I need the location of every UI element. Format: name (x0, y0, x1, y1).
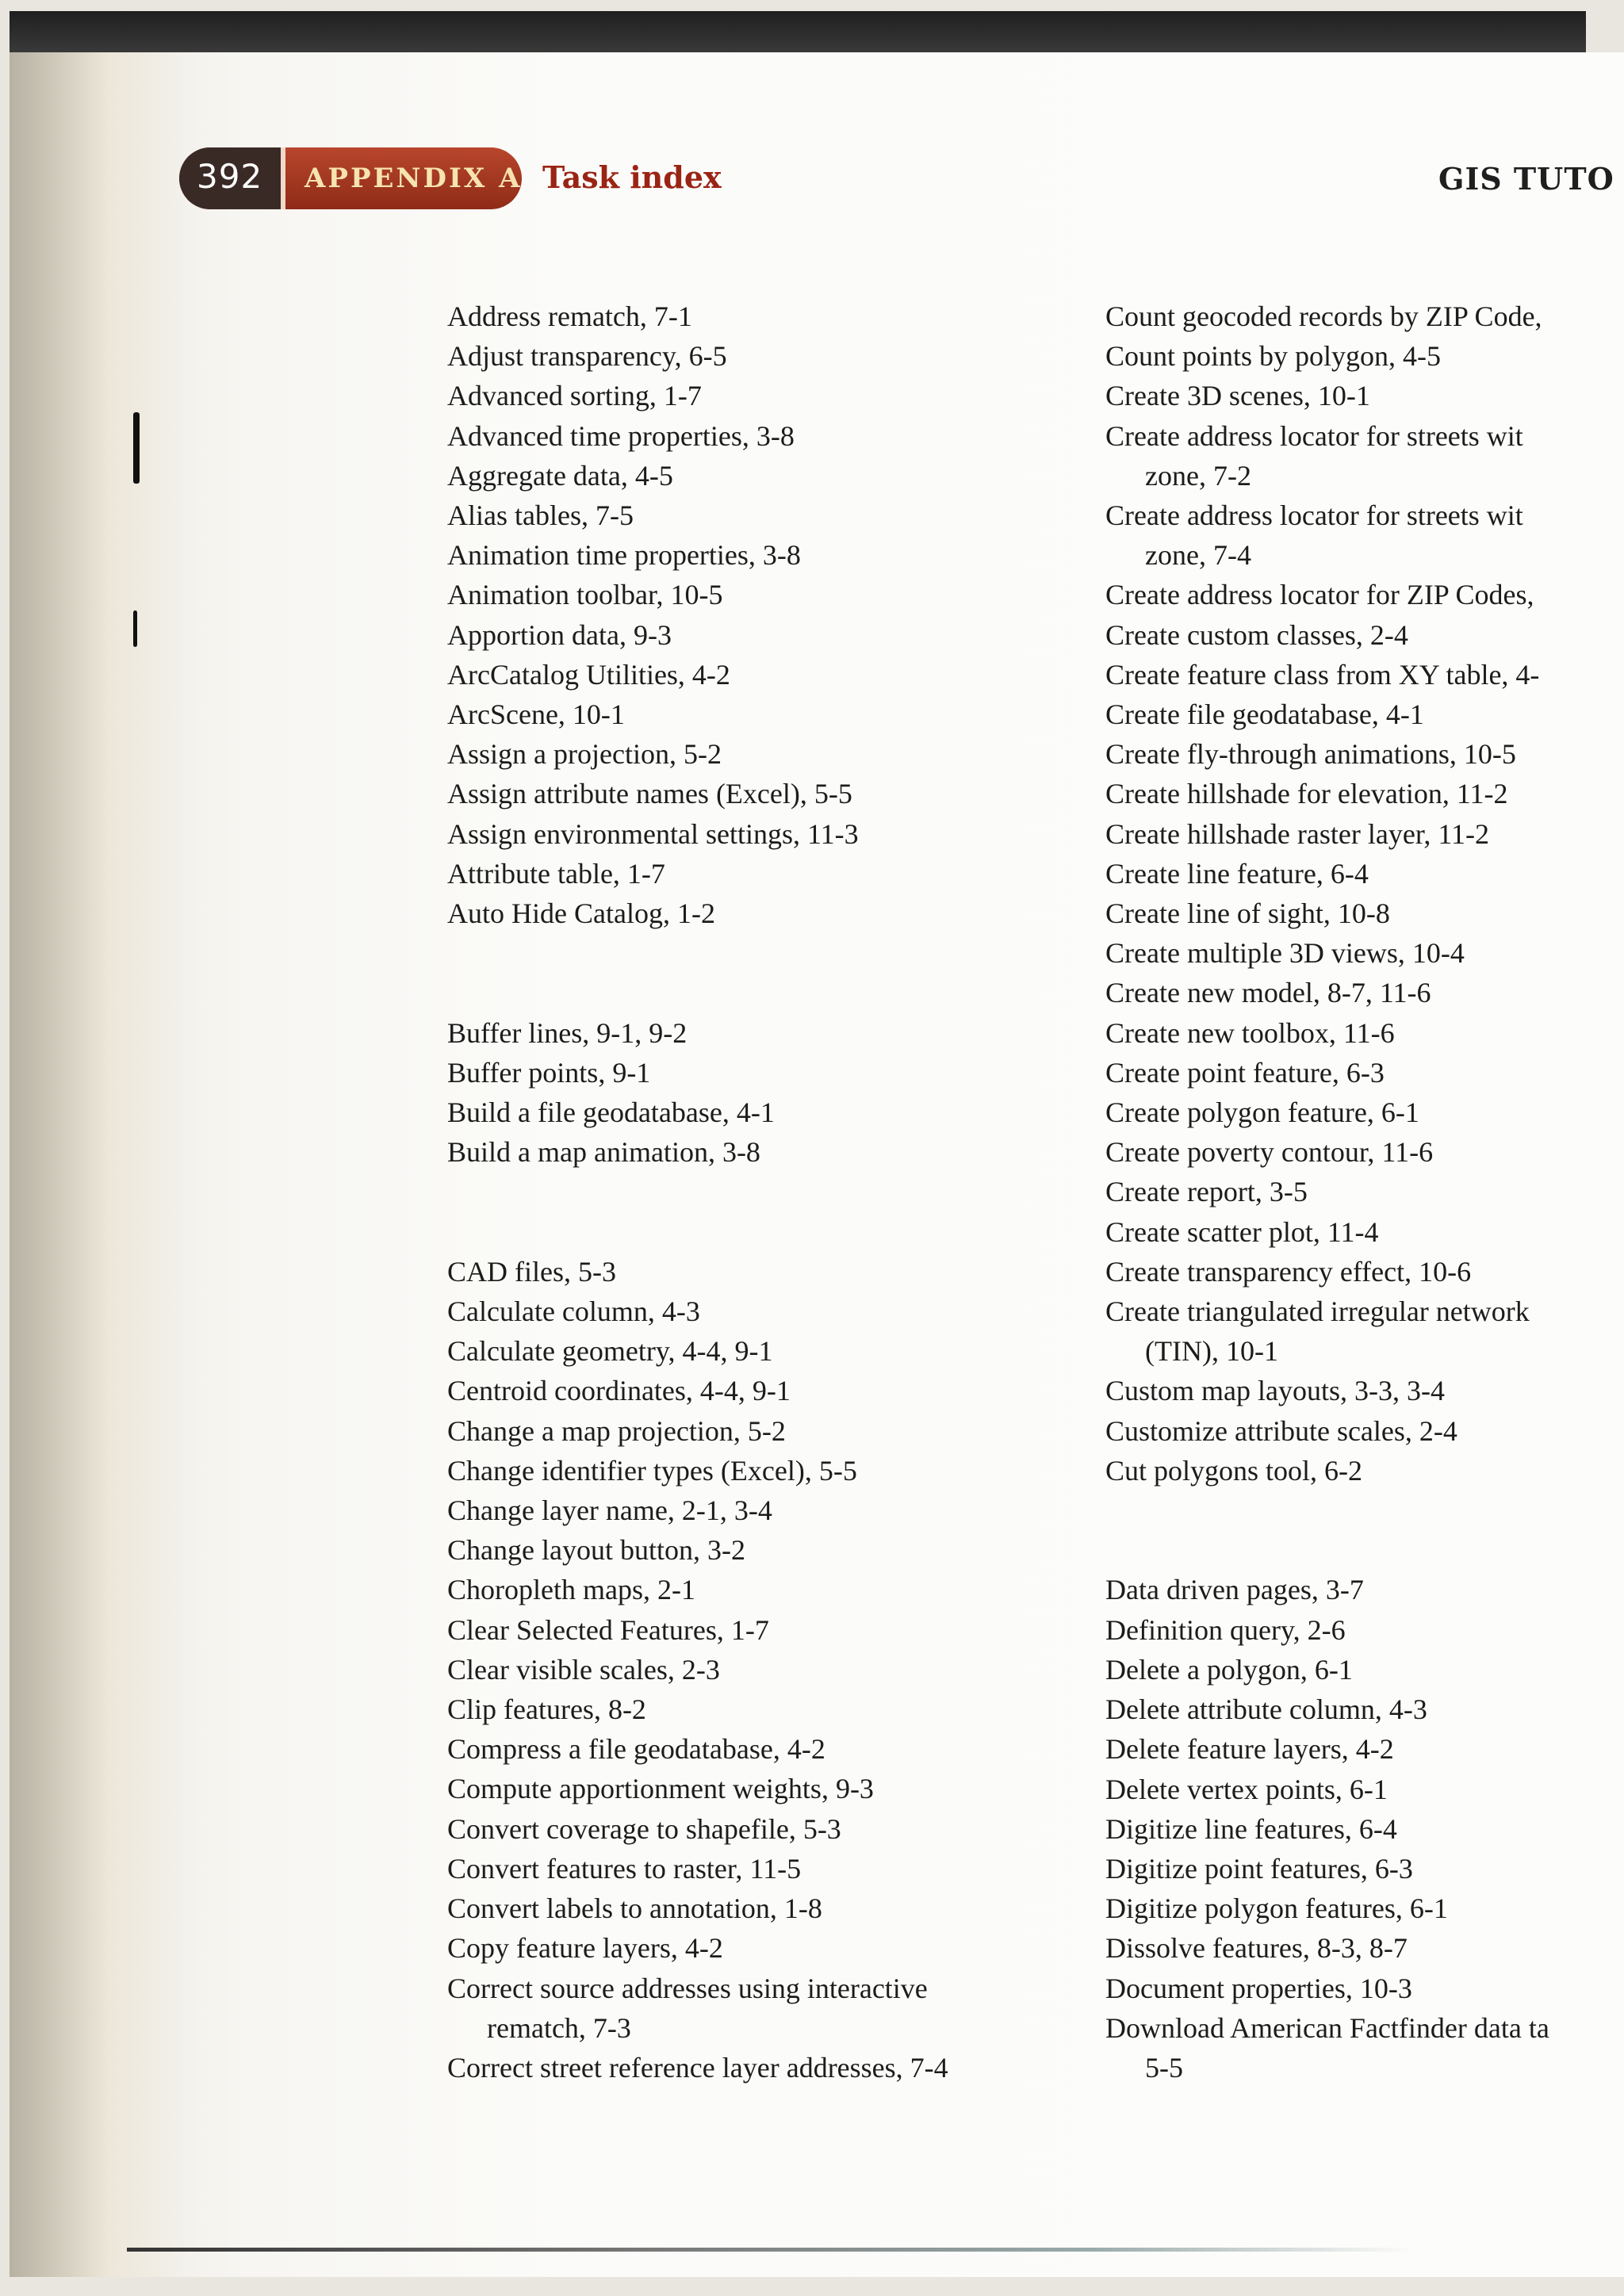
index-entry: ArcCatalog Utilities, 4-2 (447, 658, 730, 691)
index-entry: Create address locator for streets wit (1105, 419, 1523, 452)
page-number: 392 (197, 157, 263, 196)
index-entry-continuation: 5-5 (1145, 2051, 1183, 2084)
section-title: Task index (542, 159, 722, 195)
index-entry: Compress a file geodatabase, 4-2 (447, 1733, 825, 1766)
index-entry: Correct source addresses using interactive (447, 1972, 928, 2004)
index-entry: Apportion data, 9-3 (447, 618, 672, 651)
index-entry: Create address locator for streets wit (1105, 499, 1523, 532)
index-entry: Animation time properties, 3-8 (447, 539, 801, 572)
index-entry: Centroid coordinates, 4-4, 9-1 (447, 1375, 791, 1407)
index-entry: Buffer points, 9-1 (447, 1056, 651, 1089)
index-entry: Copy feature layers, 4-2 (447, 1932, 723, 1965)
index-entry: Digitize polygon features, 6-1 (1105, 1892, 1448, 1925)
index-group-gap (447, 933, 1050, 1012)
index-entry: Create feature class from XY table, 4- (1105, 658, 1540, 691)
index-entry: Correct street reference layer addresses, 7-4 (447, 2051, 948, 2084)
index-entry: Create 3D scenes, 10-1 (1105, 380, 1370, 412)
index-entry: Animation toolbar, 10-5 (447, 579, 723, 611)
index-entry: Change layer name, 2-1, 3-4 (447, 1494, 772, 1527)
running-book-title: GIS TUTO (1438, 161, 1614, 197)
index-entry: Advanced time properties, 3-8 (447, 419, 795, 452)
index-entry-continuation: zone, 7-4 (1145, 539, 1251, 572)
index-entry: Aggregate data, 4-5 (447, 459, 673, 492)
index-entry: Create polygon feature, 6-1 (1105, 1096, 1419, 1129)
index-entry: Create new toolbox, 11-6 (1105, 1016, 1395, 1049)
index-entry: Calculate geometry, 4-4, 9-1 (447, 1335, 773, 1368)
index-entry: Assign attribute names (Excel), 5-5 (447, 778, 852, 810)
index-entry: ArcScene, 10-1 (447, 698, 625, 731)
index-entry: Clip features, 8-2 (447, 1693, 646, 1726)
scan-top-edge (10, 11, 1586, 54)
index-entry: Create line of sight, 10-8 (1105, 897, 1390, 930)
index-entry: Count geocoded records by ZIP Code, (1105, 300, 1542, 332)
index-entry: Dissolve features, 8-3, 8-7 (1105, 1932, 1408, 1965)
index-entry: Delete a polygon, 6-1 (1105, 1653, 1353, 1686)
index-entry: Delete attribute column, 4-3 (1105, 1693, 1427, 1726)
index-entry: Change layout button, 3-2 (447, 1534, 745, 1567)
index-entry: Document properties, 10-3 (1105, 1972, 1412, 2004)
index-entry: Assign a projection, 5-2 (447, 738, 722, 771)
index-entry: Convert coverage to shapefile, 5-3 (447, 1812, 841, 1845)
index-entry: Create hillshade raster layer, 11-2 (1105, 817, 1490, 850)
index-entry: Create hillshade for elevation, 11-2 (1105, 778, 1508, 810)
index-entry: Download American Factfinder data ta (1105, 2011, 1549, 2044)
index-entry: Cut polygons tool, 6-2 (1105, 1454, 1363, 1487)
index-entry: Convert features to raster, 11-5 (447, 1852, 802, 1885)
index-entry: Auto Hide Catalog, 1-2 (447, 897, 715, 930)
index-entry: Clear Selected Features, 1-7 (447, 1613, 769, 1646)
index-entry: Change a map projection, 5-2 (447, 1414, 786, 1447)
index-entry: Digitize line features, 6-4 (1105, 1812, 1397, 1845)
index-entry: CAD files, 5-3 (447, 1255, 616, 1288)
index-entry: Create triangulated irregular network (1105, 1295, 1530, 1328)
index-entry: Create scatter plot, 11-4 (1105, 1215, 1379, 1248)
index-entry: Create multiple 3D views, 10-4 (1105, 937, 1465, 970)
index-entry: Create poverty contour, 11-6 (1105, 1136, 1434, 1169)
page-spine-shadow (10, 52, 192, 2277)
index-entry: Delete feature layers, 4-2 (1105, 1733, 1394, 1766)
index-entry: Convert labels to annotation, 1-8 (447, 1892, 822, 1925)
index-group-gap (447, 1172, 1050, 1251)
index-entry-continuation: rematch, 7-3 (487, 2011, 631, 2044)
index-entry: Create custom classes, 2-4 (1105, 618, 1408, 651)
index-entry: Create transparency effect, 10-6 (1105, 1255, 1472, 1288)
index-entry: Assign environmental settings, 11-3 (447, 817, 859, 850)
index-entry: Attribute table, 1-7 (447, 857, 665, 890)
index-entry-continuation: (TIN), 10-1 (1145, 1335, 1278, 1368)
index-entry: Clear visible scales, 2-3 (447, 1653, 720, 1686)
index-entry: Build a map animation, 3-8 (447, 1136, 760, 1169)
index-entry: Compute apportionment weights, 9-3 (447, 1773, 874, 1805)
index-entry: Buffer lines, 9-1, 9-2 (447, 1016, 688, 1049)
index-entry: Build a file geodatabase, 4-1 (447, 1096, 775, 1129)
index-column-left (447, 297, 1050, 2087)
index-entry: Customize attribute scales, 2-4 (1105, 1414, 1457, 1447)
index-entry: Create point feature, 6-3 (1105, 1056, 1385, 1089)
index-entry: Advanced sorting, 1-7 (447, 380, 702, 412)
index-entry: Change identifier types (Excel), 5-5 (447, 1454, 857, 1487)
index-entry: Custom map layouts, 3-3, 3-4 (1105, 1375, 1445, 1407)
index-entry: Create new model, 8-7, 11-6 (1105, 977, 1431, 1009)
index-entry: Create fly-through animations, 10-5 (1105, 738, 1516, 771)
appendix-label: APPENDIX A (304, 163, 523, 194)
index-entry: Adjust transparency, 6-5 (447, 340, 727, 373)
index-entry: Create address locator for ZIP Codes, (1105, 579, 1534, 611)
index-entry: Count points by polygon, 4-5 (1105, 340, 1442, 373)
page-bottom-rule (127, 2248, 1411, 2252)
index-entry: Data driven pages, 3-7 (1105, 1574, 1364, 1606)
index-entry: Create file geodatabase, 4-1 (1105, 698, 1424, 731)
index-entry: Alias tables, 7-5 (447, 499, 634, 532)
index-entry: Calculate column, 4-3 (447, 1295, 700, 1328)
index-column-right (1105, 297, 1613, 2087)
index-entry: Address rematch, 7-1 (447, 300, 692, 332)
spine-mark (133, 610, 137, 647)
index-entry: Delete vertex points, 6-1 (1105, 1773, 1388, 1805)
index-entry: Definition query, 2-6 (1105, 1613, 1346, 1646)
index-entry: Create line feature, 6-4 (1105, 857, 1369, 890)
index-entry: Choropleth maps, 2-1 (447, 1574, 695, 1606)
index-group-gap (1105, 1490, 1613, 1570)
index-entry: Digitize point features, 6-3 (1105, 1852, 1413, 1885)
index-entry: Create report, 3-5 (1105, 1176, 1308, 1208)
spine-mark (133, 412, 140, 484)
index-entry-continuation: zone, 7-2 (1145, 459, 1251, 492)
